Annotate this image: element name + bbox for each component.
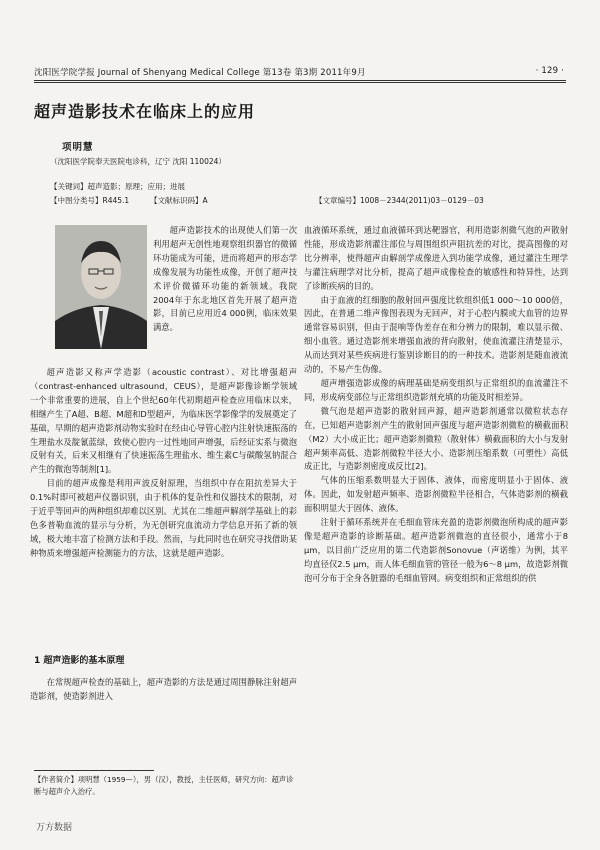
paragraph-method: 在常规超声检查的基础上，超声造影的方法是通过周围静脉注射超声造影剂，使造影剂进入: [30, 677, 297, 701]
page-number: · 129 ·: [535, 66, 564, 76]
header-rule: [34, 80, 566, 81]
author-photo: [55, 225, 147, 349]
paragraph-sonovue: 注射于循环系统并在毛细血管床充盈的造影剂微泡所构成的超声影像是超声造影的诊断基础。超声造影剂微泡的直径很小，通常小于8 μm，以目前广泛应用的第二代造影剂Sonovue（声诺维）为例，其平均直径仅2.5 μm，而人体毛细血管的管径一般为6～8 μm，故造影剂微泡可分布于全身各脏器的毛细血管网。病变组织和正常组织的供: [304, 517, 568, 583]
journal-header: 沈阳医学院学报 Journal of Shenyang Medical College 第13卷 第3期 2011年9月: [34, 68, 366, 78]
class-number: 【中图分类号】R445.1: [50, 196, 130, 205]
running-header: [34, 66, 564, 78]
paragraph-circulation: 血液循环系统，通过血液循环到达靶器官，利用造影剂微气泡的声散射性能，形成造影剂灌注部位与周围组织声阻抗差的对比，提高图像的对比分辨率，使得超声由解剖学成像进入到功能学成像，通过灌注生理学与灌注病理学对比分析，提高了超声成像检查的敏感性和特异性，达到了诊断疾病的目的。: [304, 225, 568, 291]
intro-paragraph-wrap: [153, 224, 297, 335]
keywords: 【关键词】超声造影；原理；应用；进展: [50, 182, 185, 191]
paragraph-pathology: 超声增强造影成像的病理基础是病变组织与正常组织的血流灌注不同，形成病变部位与正常组织造影剂充填的功能及时相差异。: [304, 377, 568, 402]
section-heading: 1 超声造影的基本原理: [34, 656, 125, 666]
author-name: 项明慧: [62, 142, 94, 153]
document-code: 【文献标识码】A: [150, 196, 208, 205]
left-column: [30, 366, 297, 561]
right-column: [304, 224, 568, 586]
left-column-end: [30, 676, 297, 704]
affiliation: （沈阳医学院奉天医院电诊科，辽宁 沈阳 110024）: [50, 157, 226, 166]
header-rule-thin: [34, 82, 566, 83]
article-title: 超声造影技术在临床上的应用: [34, 102, 256, 121]
paragraph-imaging: 目前的超声成像是利用声波反射原理，当组织中存在阻抗差异大于0.1%时即可被超声仪器识别，由于机体的复杂性和仪器技术的限制，对于近乎等回声的两种组织却难以区别。尤其在二维超声解剖学基础上的彩色多普勒血流的显示与分析，为无创研究血流动力学信息开拓了新的领域，极大地丰富了检测方法和手段。然而，与此同时也在研究寻找借助某种物质来增强超声检测能力的方法，这就是超声造影。: [30, 478, 297, 558]
watermark: 万方数据: [36, 823, 73, 833]
footnote-rule: [34, 770, 154, 771]
author-footnote: 【作者简介】项明慧（1959—），男（汉），教授，主任医师，研究方向：超声诊断与超声介入治疗。: [34, 775, 294, 796]
paragraph-gas: 气体的压缩系数明显大于固体、液体，而密度明显小于固体、液体。因此，如发射超声频率、造影剂微粒半径相合，气体造影剂的横截面积明显大于固体、液体。: [304, 475, 568, 514]
paragraph-microbubble: 微气泡是超声造影的散射回声源，超声造影剂通常以微粒状态存在，已知超声造影剂产生的散射回声强度与超声造影剂微粒的横截面积（M2）大小成正比；超声造影剂微粒（散射体）横截面积的大小与发射超声频率高低、造影剂微粒半径大小、造影剂压缩系数（可塑性）高低成正比，与造影剂密度成反比[2]。: [304, 405, 568, 472]
paragraph-ceus: 超声造影又称声学造影（acoustic contrast）、对比增强超声（contrast-enhanced ultrasound，CEUS），是超声影像诊断学领域一个非常重要的进展，自上个世纪60年代初期超声检查应用临床以来，相继产生了A超、B超、M超和D型超声，为临床医学影像学的发展奠定了基础，早期的超声造影剂动物实验时在经由心导管心腔内注射快速振荡的生理盐水及靛氰蓝绿，致使心腔内一过性地回声增强，后经证实系与微泡反射有关，后来又相继有了快速振荡生理盐水、维生素C与碳酸氢钠混合产生的微泡等制剂[1]。: [30, 367, 297, 475]
intro-paragraph: 超声造影技术的出现使人们第一次利用超声无创性地观察组织器官的微循环功能成为可能，进而将超声的形态学成像发展为功能性成像，开创了超声技术评价微循环功能的新领域。我院2004年于东北地区首先开展了超声造影，目前已应用近4 000例，临床效果满意。: [153, 225, 297, 333]
article-number: 【文章编号】1008－2344(2011)03－0129－03: [315, 196, 484, 205]
paragraph-scatter: 由于血液的红细胞的散射回声强度比软组织低1 000～10 000倍，因此，在普通二维声像图表现为无回声，对于心腔内膜或大血管的边界通常容易识别，但由于混响等伪差存在和分辨力的限制，难以显示微、细小血管。通过造影剂来增强血液的背向散射，使血流灌注清楚显示，从而达到对某些疾病进行鉴别诊断目的的一种技术。造影剂是随血液流动的，不易产生伪像。: [304, 294, 568, 375]
